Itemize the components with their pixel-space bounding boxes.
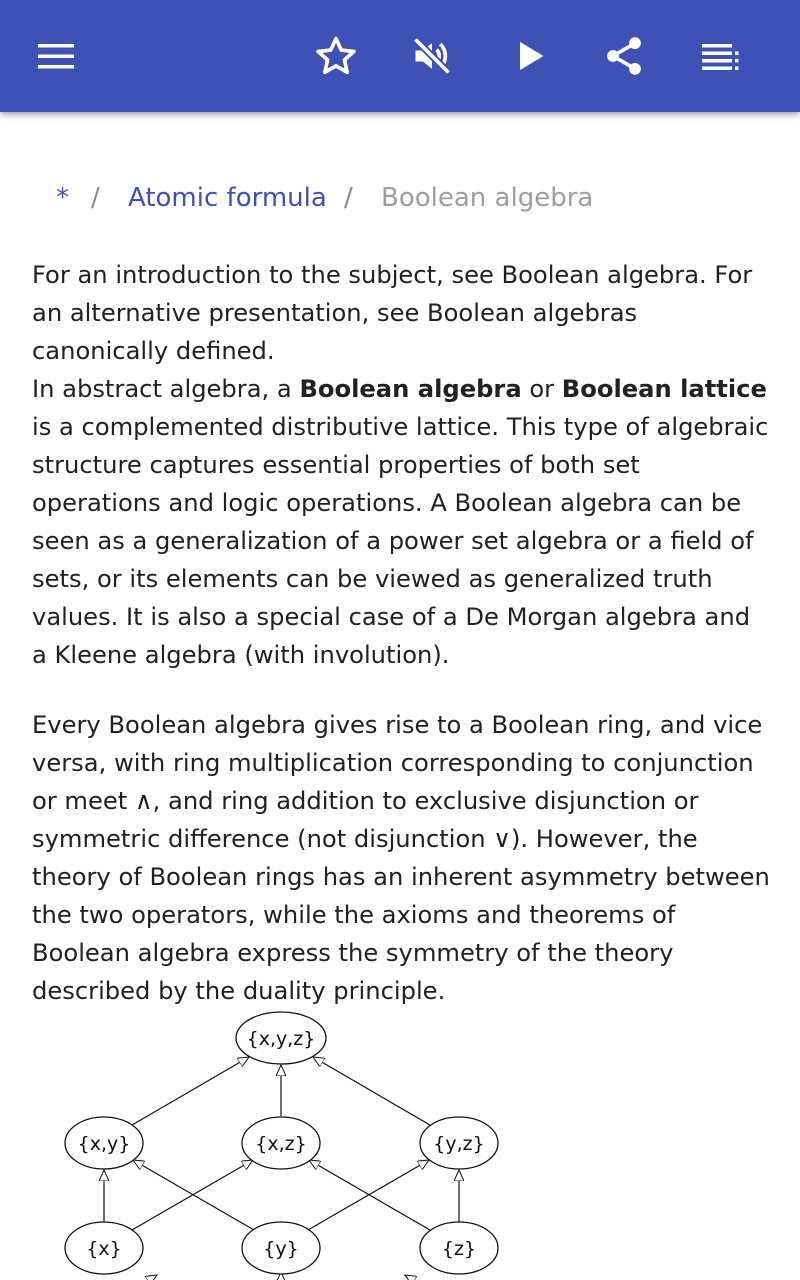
star-outline-icon: [314, 34, 358, 78]
play-button[interactable]: [498, 24, 562, 88]
svg-text:{x,z}: {x,z}: [255, 1133, 307, 1155]
share-icon: [602, 34, 646, 78]
node-yz: [420, 1117, 498, 1169]
hatnote: For an introduction to the subject, see Boolean algebra. For an alternative presentation, see Boolean algebras canonically defined.: [32, 261, 753, 365]
share-button[interactable]: [592, 24, 656, 88]
svg-text:{y,z}: {y,z}: [433, 1133, 485, 1155]
svg-text:{x}: {x}: [86, 1238, 122, 1260]
playlist-button[interactable]: [688, 24, 752, 88]
app-toolbar: [0, 0, 800, 112]
node-z: [420, 1222, 498, 1274]
node-y: [242, 1222, 320, 1274]
hasse-diagram: [32, 1000, 552, 1280]
play-icon: [510, 36, 550, 76]
article-body: [32, 256, 772, 1010]
menu-button[interactable]: [24, 24, 88, 88]
breadcrumb: [0, 178, 800, 222]
svg-text:{z}: {z}: [441, 1238, 477, 1260]
node-x: [65, 1222, 143, 1274]
svg-text:{x,y}: {x,y}: [77, 1133, 131, 1155]
article-paragraph: Every Boolean algebra gives rise to a Boolean ring, and vice versa, with ring multiplication corresponding to conjunction or meet ∧, and ring addition to exclusive disjunction or symmetric difference (not disjunction ∨). However, the theory of Boolean rings has an inherent asymmetry between the two operators, while the axioms and theorems of Boolean algebra express the symmetry of the theory described by the duality principle.: [32, 711, 770, 1005]
breadcrumb-separator: /: [91, 183, 100, 213]
node-xyz: [236, 1012, 326, 1064]
playlist-icon: [700, 36, 740, 76]
svg-text:{x,y,z}: {x,y,z}: [246, 1028, 316, 1050]
node-xz: [242, 1117, 320, 1169]
svg-text:{y}: {y}: [263, 1238, 299, 1260]
hasse-diagram-figure[interactable]: [32, 1000, 552, 1280]
breadcrumb-current: Boolean algebra: [381, 183, 594, 213]
breadcrumb-parent-link[interactable]: Atomic formula: [128, 183, 327, 213]
breadcrumb-home-link[interactable]: *: [56, 183, 69, 213]
bookmark-button[interactable]: [304, 24, 368, 88]
hamburger-menu-icon: [36, 36, 76, 76]
volume-off-icon: [410, 34, 454, 78]
breadcrumb-separator: /: [344, 183, 353, 213]
article-paragraph: In abstract algebra, a Boolean algebra or Boolean lattice is a complemented distributive lattice. This type of algebraic structure captures essential properties of both set operations and logic operations. A Boolean algebra can be seen as a generalization of a power set algebra or a field of sets, or its elements can be viewed as generalized truth values. It is also a special case of a De Morgan algebra and a Kleene algebra (with involution).: [32, 375, 769, 669]
node-xy: [65, 1117, 143, 1169]
term-boolean-algebra: Boolean algebra: [299, 375, 522, 403]
mute-button[interactable]: [400, 24, 464, 88]
term-boolean-lattice: Boolean lattice: [561, 375, 767, 403]
